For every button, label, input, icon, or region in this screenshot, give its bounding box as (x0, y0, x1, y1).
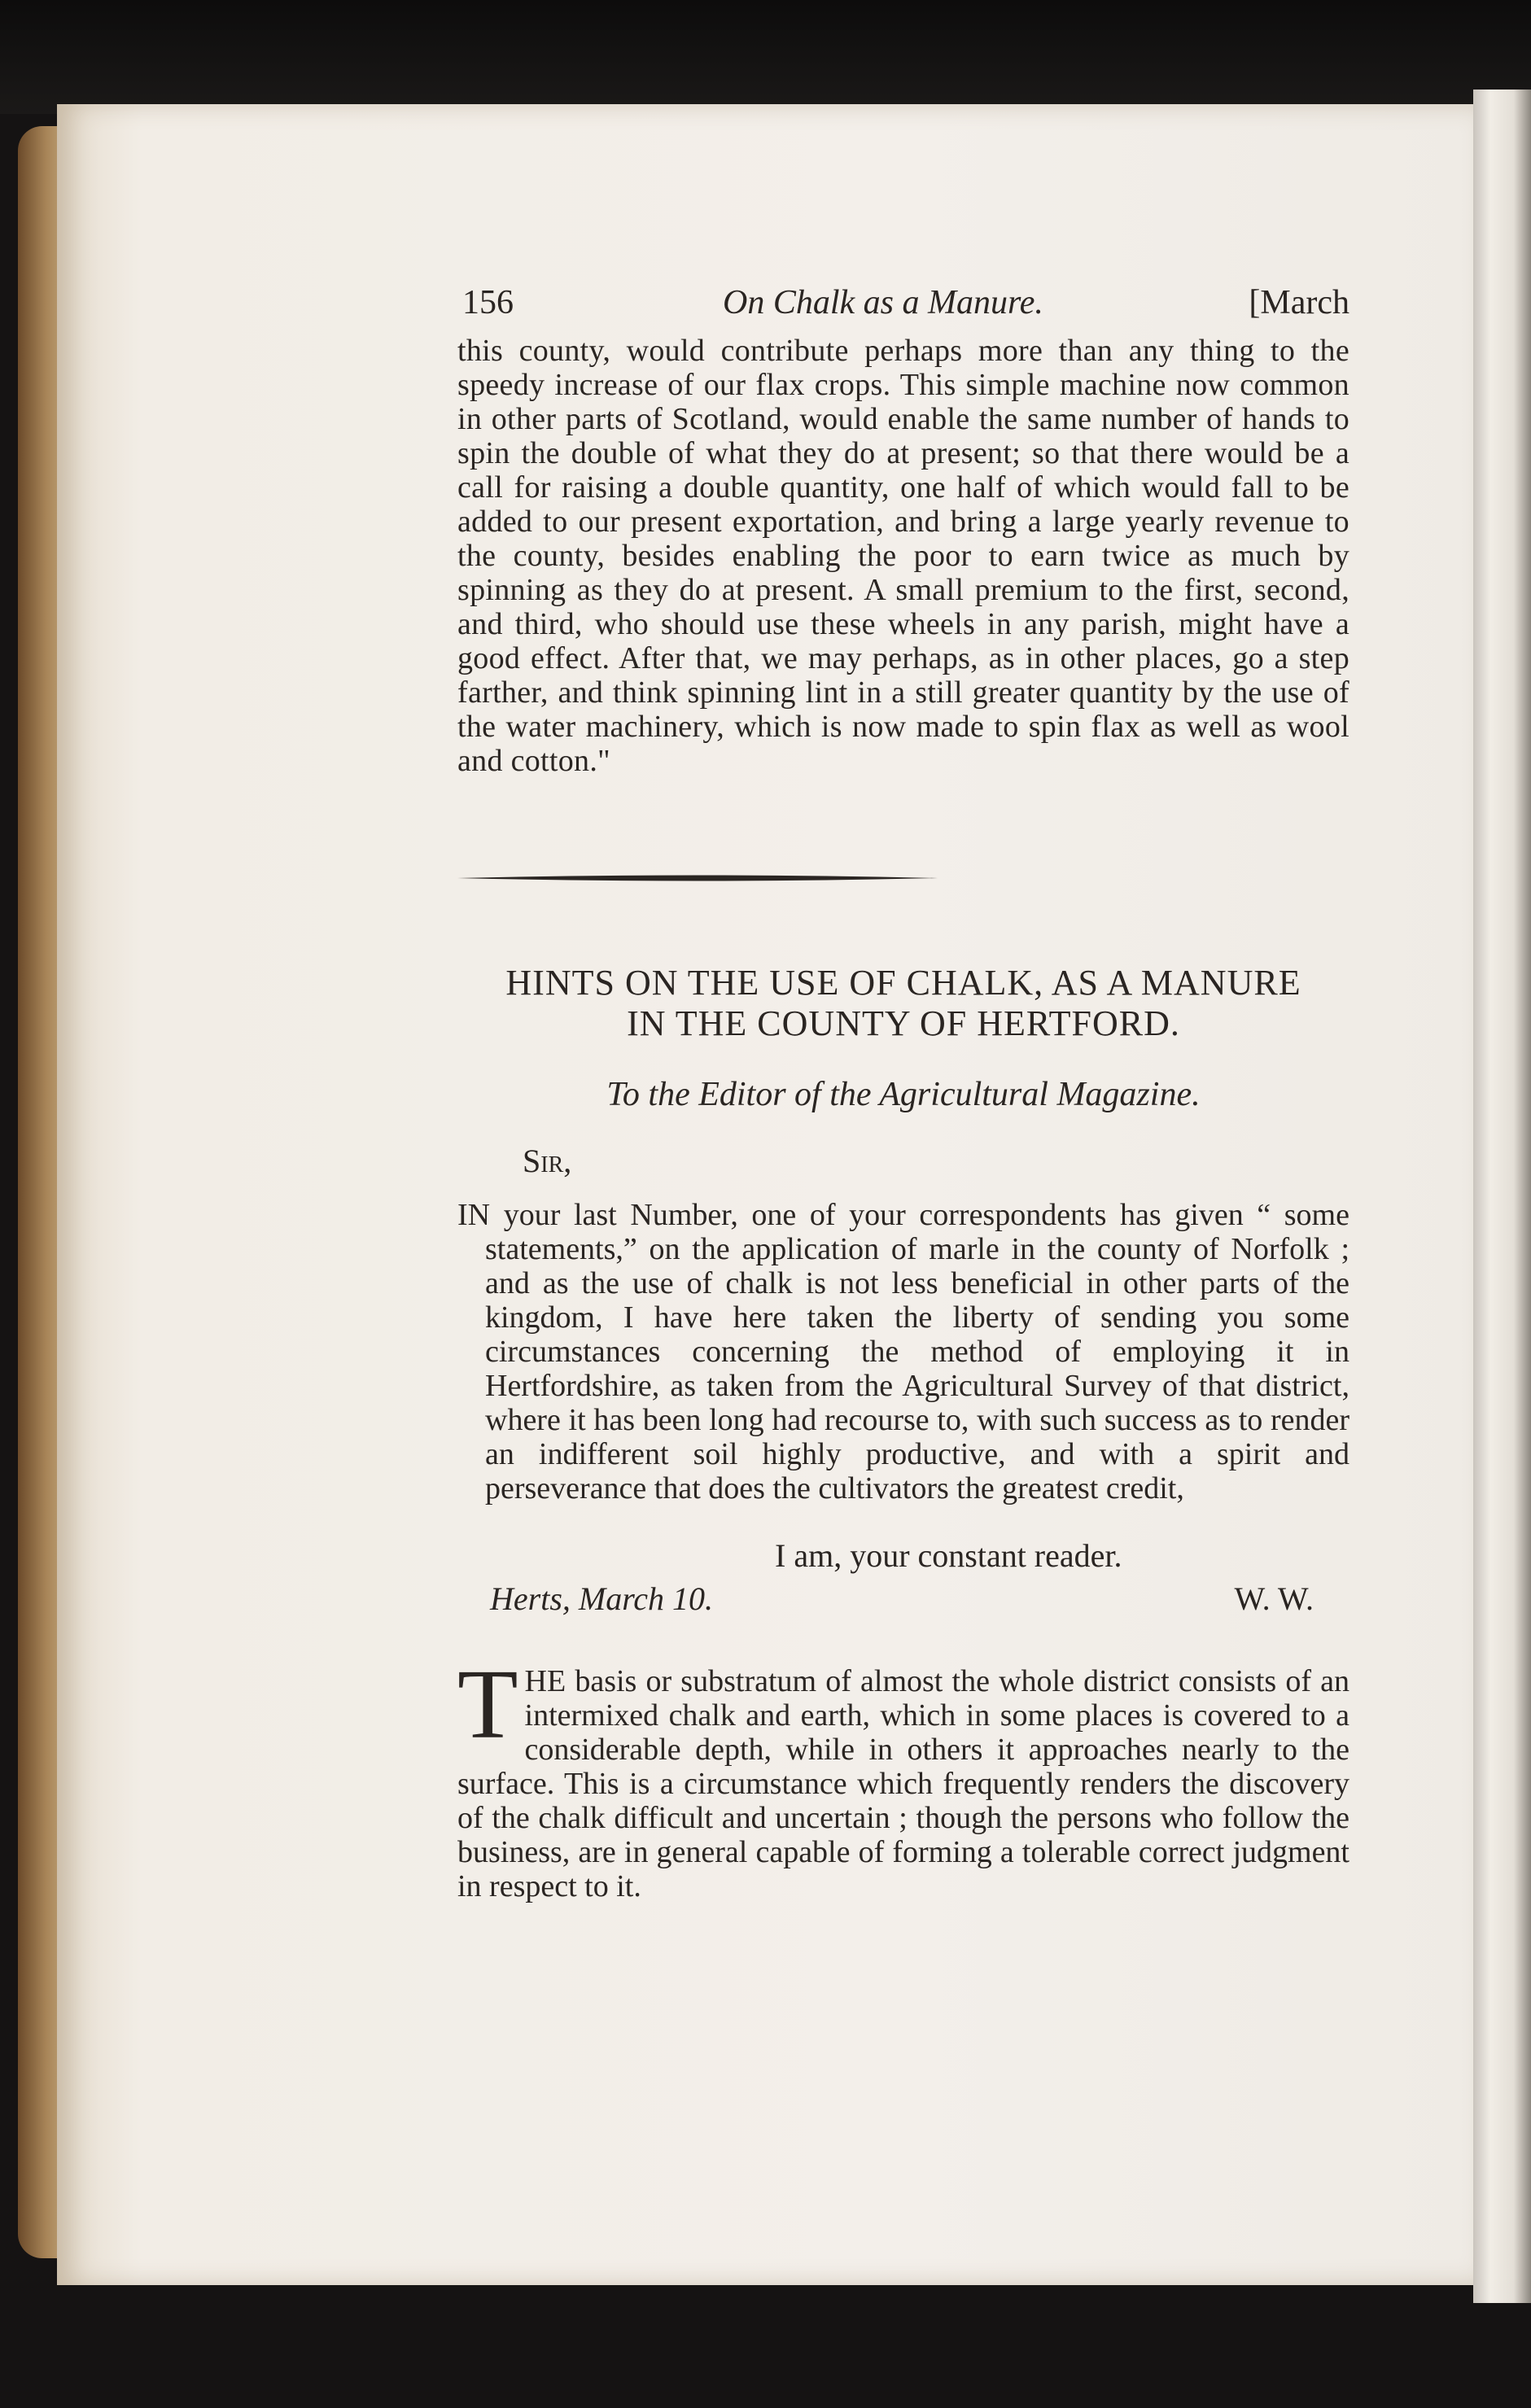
article-heading (457, 963, 1349, 1044)
author-initials: W. W. (1234, 1580, 1314, 1617)
page-text (457, 283, 1349, 1934)
running-header (457, 283, 1349, 332)
facing-page-edge (1473, 90, 1531, 2303)
signature-line (457, 1580, 1349, 1620)
heading-line-1: HINTS ON THE USE OF CHALK, AS A MANURE (505, 963, 1301, 1003)
addressee: To the Editor of the Agricultural Magazine. (606, 1076, 1201, 1113)
letter-body: IN your last Number, one of your correspondents has given “ some statements,” on the application of marle in the county of Norfolk ; and as the use of chalk is not less beneficial in other parts of the kingdom, I have here taken the liberty of sending you some circumstances concerning the method of employing it in Hertfordshire, as taken from the Agricultural Survey of that district, where it has been long had recourse to, with such success as to render an indifferent soil highly productive, and with a spirit and perseverance that does the cultivators the greatest credit, (457, 1198, 1349, 1506)
section-divider (457, 874, 938, 882)
drop-cap: T (457, 1650, 518, 1759)
running-title: On Chalk as a Manure. (723, 284, 1043, 321)
continued-paragraph: this county, would contribute perhaps more than any thing to the speedy increase of our flax crops. This simple machine now common in other parts of Scotland, would enable the same number of hands to spin the double of what they do at present; so that there would be a call for raising a double quantity, one half of which would fall to be added to our present exportation, and bring a large yearly revenue to the county, besides enabling the poor to earn twice as much by spinning as they do at present. A small premium to the first, second, and third, who should use these wheels in any parish, might have a good effect. After that, we may perhaps, as in other places, go a step farther, and think spinning lint in a still greater quantity by the use of the water machinery, which is now made to spin flax as well as wool and cotton." (457, 334, 1349, 778)
letter-closing: I am, your constant reader. (775, 1537, 1122, 1574)
article-paragraph-text: HE basis or substratum of almost the whole district consists of an intermixed chalk and earth, which in some places is covered to a considerable depth, while in others it approaches nearly to the surface. This is a circumstance which frequently renders the discovery of the chalk difficult and uncertain ; though the persons who follow the business, are in general capable of forming a tolerable correct judgment in respect to it. (457, 1664, 1349, 1903)
salutation: Sir, (523, 1143, 572, 1179)
background-top (0, 0, 1531, 114)
article-paragraph (457, 1650, 1349, 1903)
running-month: [March (1249, 284, 1349, 321)
place-date: Herts, March 10. (490, 1580, 714, 1617)
heading-line-2: IN THE COUNTY OF HERTFORD. (627, 1003, 1180, 1043)
page-number: 156 (462, 284, 514, 321)
